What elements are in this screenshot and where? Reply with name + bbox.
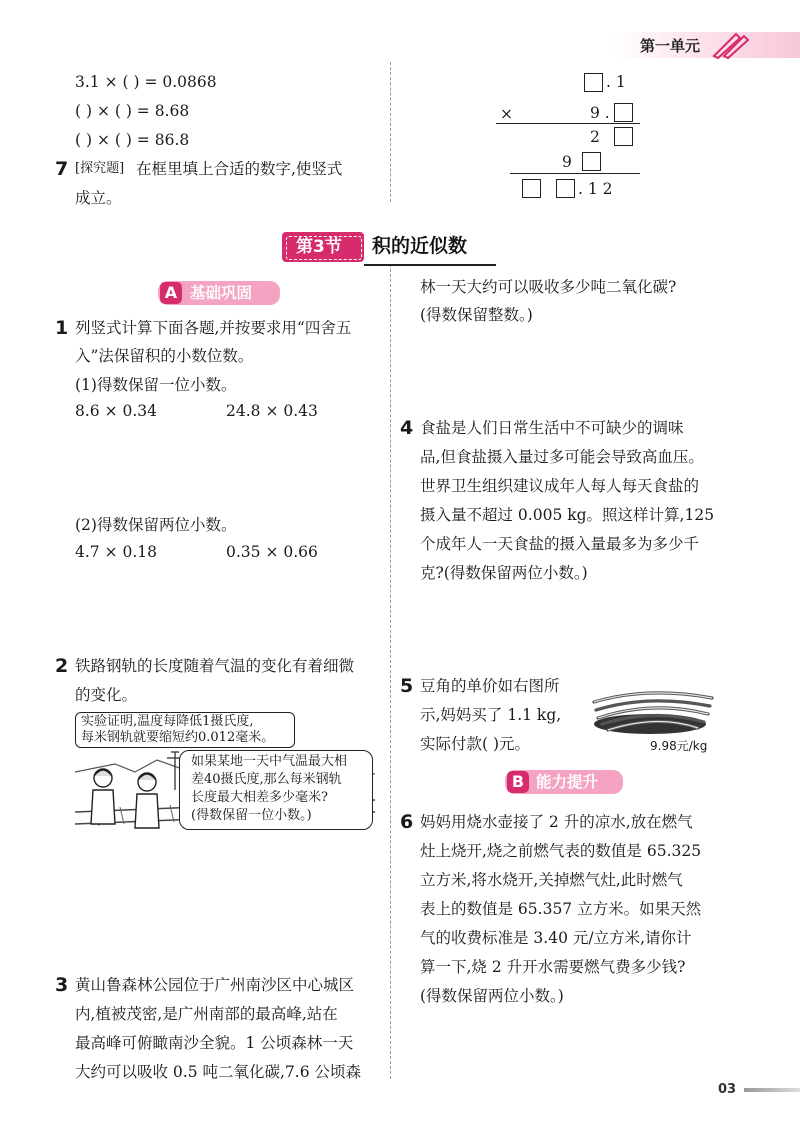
question-1-text: 列竖式计算下面各题,并按要求用“四舍五	[75, 319, 352, 337]
column-divider	[390, 264, 391, 1079]
equation-2: ( ) × ( ) = 8.68	[75, 102, 190, 120]
section-title: 积的近似数	[372, 235, 468, 257]
calc-line	[510, 173, 640, 174]
calc-row-3: 2	[590, 128, 600, 146]
green-beans-image	[588, 680, 718, 744]
question-6-text: 妈妈用烧水壶接了 2 升的凉水,放在燃气	[420, 813, 693, 831]
level-a-label: 基础巩固	[190, 284, 253, 302]
question-7-text: 在框里填上合适的数字,使竖式	[136, 160, 343, 178]
question-6-text: 表上的数值是 65.357 立方米。如果天然	[420, 900, 702, 918]
question-3-text: 大约可以吸收 0.5 吨二氧化碳,7.6 公顷森	[75, 1063, 362, 1081]
q1-expression: 8.6 × 0.34	[75, 402, 158, 420]
question-5-number: 5	[400, 675, 414, 697]
question-5-text: 豆角的单价如右图所	[420, 677, 560, 695]
answer-box[interactable]	[582, 152, 601, 171]
question-7-number: 7	[55, 158, 69, 180]
bubble-2-text: (得数保留一位小数。)	[191, 808, 312, 823]
question-3-text: 林一天大约可以吸收多少吨二氧化碳?	[420, 278, 677, 296]
question-1-number: 1	[55, 317, 69, 339]
question-3-text: 最高峰可俯瞰南沙全貌。1 公顷森林一天	[75, 1034, 354, 1052]
footer-bar	[744, 1088, 800, 1092]
ruler-pencil-icon	[710, 30, 750, 60]
answer-box[interactable]	[614, 103, 633, 122]
question-4-text: 个成年人一天食盐的摄入量最多为多少千	[420, 535, 700, 553]
question-7-tag: [探究题]	[75, 161, 125, 176]
question-4-text: 世界卫生组织建议成年人每人每天食盐的	[420, 477, 700, 495]
question-3-text: 黄山鲁森林公园位于广州南沙区中心城区	[75, 976, 355, 994]
bubble-1-text: 实验证明,温度每降低1摄氏度,	[81, 714, 254, 729]
question-6-text: 气的收费标准是 3.40 元/立方米,请你计	[420, 929, 692, 947]
question-2-text: 的变化。	[75, 686, 138, 704]
question-6-number: 6	[400, 811, 414, 833]
question-3-text: 内,植被茂密,是广州南部的最高峰,站在	[75, 1005, 338, 1023]
question-6-text: 算一下,烧 2 升开水需要燃气费多少钱?	[420, 958, 686, 976]
calc-row-5: . 1 2	[578, 180, 613, 198]
level-a-badge: A	[160, 282, 182, 304]
question-3-text: (得数保留整数。)	[420, 306, 533, 324]
question-4-text: 克?(得数保留两位小数。)	[420, 564, 588, 582]
bubble-2-text: 长度最大相差多少毫米?	[191, 790, 328, 805]
q1-expression: 4.7 × 0.18	[75, 543, 158, 561]
question-5-text: 实际付款( )元。	[420, 735, 531, 753]
column-divider	[390, 62, 391, 202]
answer-box[interactable]	[614, 127, 633, 146]
question-1-sub1: (1)得数保留一位小数。	[75, 376, 237, 394]
comic-illustration	[75, 712, 375, 848]
q1-expression: 24.8 × 0.43	[226, 402, 318, 420]
question-4-text: 食盐是人们日常生活中不可缺少的调味	[420, 419, 684, 437]
question-5-text: 示,妈妈买了 1.1 kg,	[420, 706, 562, 724]
calc-row-1: . 1	[606, 73, 626, 91]
question-6-text: (得数保留两位小数。)	[420, 987, 564, 1005]
question-6-text: 灶上烧开,烧之前燃气表的数值是 65.325	[420, 842, 702, 860]
question-6-text: 立方米,将水烧开,关掉燃气灶,此时燃气	[420, 871, 683, 889]
level-b-badge: B	[507, 771, 529, 793]
page-number: 03	[718, 1082, 737, 1097]
question-1-sub2: (2)得数保留两位小数。	[75, 516, 237, 534]
answer-box[interactable]	[522, 179, 541, 198]
question-7-text: 成立。	[75, 189, 122, 207]
section-label: 第3节	[296, 237, 342, 257]
question-3-number: 3	[55, 974, 69, 996]
question-1-text: 入”法保留积的小数位数。	[75, 347, 254, 365]
question-4-text: 品,但食盐摄入量过多可能会导致高血压。	[420, 448, 704, 466]
bubble-2-text: 差40摄氏度,那么每米钢轨	[191, 772, 342, 787]
question-2-text: 铁路钢轨的长度随着气温的变化有着细微	[75, 657, 355, 675]
unit-title: 第一单元	[640, 37, 701, 55]
question-4-text: 摄入量不超过 0.005 kg。照这样计算,125	[420, 506, 715, 524]
price-label: 9.98元/kg	[650, 739, 708, 753]
calc-row-2: 9 .	[590, 104, 610, 122]
bubble-2-text: 如果某地一天中气温最大相	[191, 754, 348, 769]
answer-box[interactable]	[556, 179, 575, 198]
question-2-number: 2	[55, 655, 69, 677]
answer-box[interactable]	[584, 73, 603, 92]
bubble-1-text: 每米钢轨就要缩短约0.012毫米。	[81, 730, 275, 745]
calc-row-4: 9	[562, 153, 572, 171]
question-4-number: 4	[400, 417, 414, 439]
equation-3: ( ) × ( ) = 86.8	[75, 131, 190, 149]
multiply-sign: ×	[500, 105, 513, 123]
level-b-label: 能力提升	[536, 773, 599, 791]
equation-1: 3.1 × ( ) = 0.0868	[75, 73, 217, 91]
calc-line	[496, 123, 640, 124]
q1-expression: 0.35 × 0.66	[226, 543, 318, 561]
